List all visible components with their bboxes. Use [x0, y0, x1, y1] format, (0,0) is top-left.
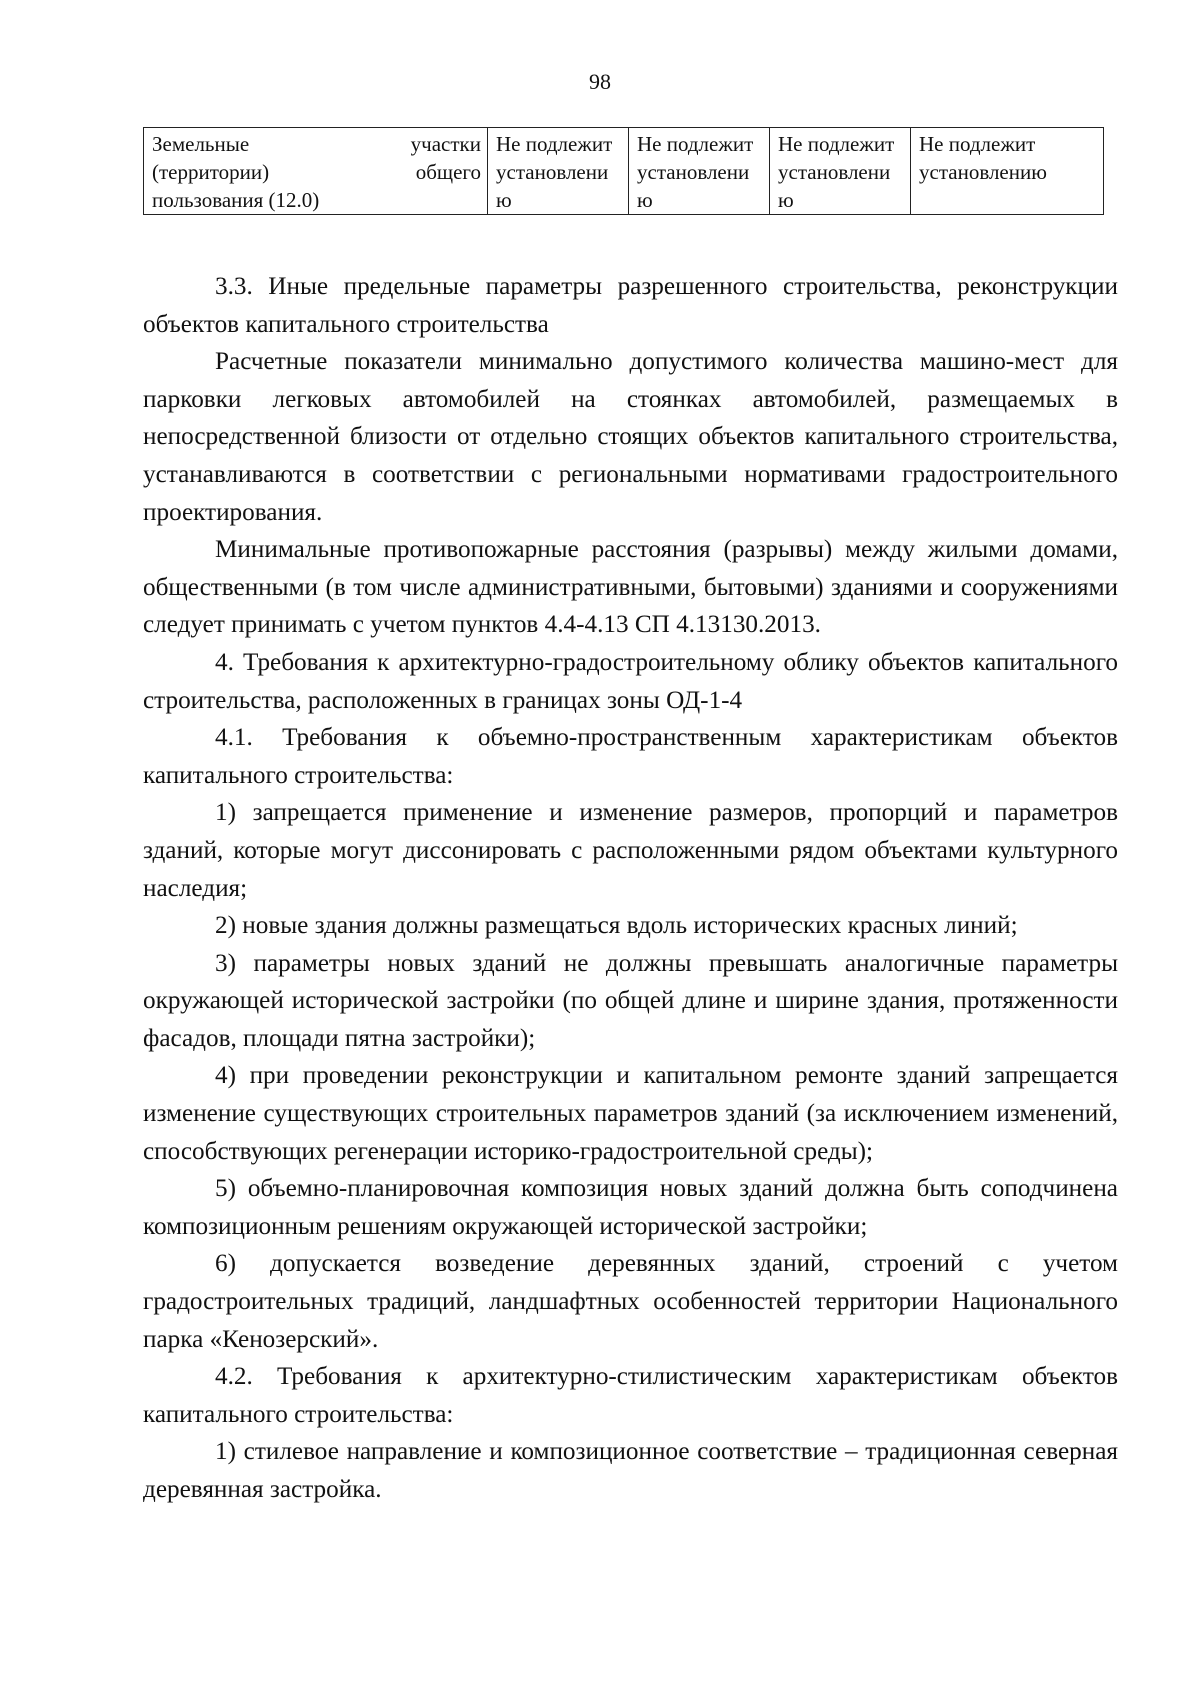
list-item: 6) допускается возведение деревянных зданий, строений с учетом градостроительных традиций, ландшафтных особенностей территории Национального парка «Кенозерский».	[143, 1250, 1118, 1353]
table-cell: Не подлежит установлению	[770, 128, 911, 215]
list-item: 1) запрещается применение и изменение размеров, пропорций и параметров зданий, которые могут диссонировать с расположенными рядом объектами культурного наследия;	[143, 799, 1118, 902]
list-item: 2) новые здания должны размещаться вдоль исторических красных линий;	[215, 912, 1018, 940]
table-cell-land-use: Земельные участки (территории) общего пользования (12.0)	[144, 128, 488, 215]
table-cell: Не подлежит установлению	[488, 128, 629, 215]
list-item: 5) объемно-планировочная композиция новых зданий должна быть соподчинена композиционным решениям окружающей исторической застройки;	[143, 1175, 1118, 1240]
table-row	[144, 128, 1104, 215]
list-item: 4) при проведении реконструкции и капитальном ремонте зданий запрещается изменение существующих строительных параметров зданий (за исключением изменений, способствующих регенерации историко-градостроительной среды);	[143, 1062, 1118, 1165]
section-heading-4-1: 4.1. Требования к объемно-пространственным характеристикам объектов капитального строительства:	[143, 724, 1118, 789]
section-heading-4-2: 4.2. Требования к архитектурно-стилистическим характеристикам объектов капитального строительства:	[143, 1363, 1118, 1428]
document-body	[143, 268, 1118, 1509]
paragraph-fire-distances: Минимальные противопожарные расстояния (разрывы) между жилыми домами, общественными (в том числе административными, бытовыми) зданиями и сооружениями следует принимать с учетом пунктов 4.4-4.13 СП 4.13130.2013.	[143, 536, 1118, 639]
section-heading-3-3: 3.3. Иные предельные параметры разрешенного строительства, реконструкции объектов капитального строительства	[143, 273, 1118, 338]
section-heading-4: 4. Требования к архитектурно-градостроительному облику объектов капитального строительства, расположенных в границах зоны ОД-1-4	[143, 648, 1118, 714]
list-item: 3) параметры новых зданий не должны превышать аналогичные параметры окружающей исторической застройки (по общей длине и ширине здания, протяженности фасадов, площади пятна застройки);	[143, 949, 1118, 1052]
list-item: 1) стилевое направление и композиционное соответствие – традиционная северная деревянная застройка.	[143, 1438, 1118, 1503]
page-number: 98	[589, 69, 611, 94]
paragraph-parking: Расчетные показатели минимально допустимого количества машино-мест для парковки легковых автомобилей на стоянках автомобилей, размещаемых в непосредственной близости от отдельно стоящих объектов капитального строительства, устанавливаются в соответствии с региональными нормативами градостроительного проектирования.	[143, 348, 1118, 526]
parameters-table	[143, 127, 1104, 215]
table-cell: Не подлежит установлению	[629, 128, 770, 215]
table-cell: Не подлежит установлению	[911, 128, 1104, 215]
